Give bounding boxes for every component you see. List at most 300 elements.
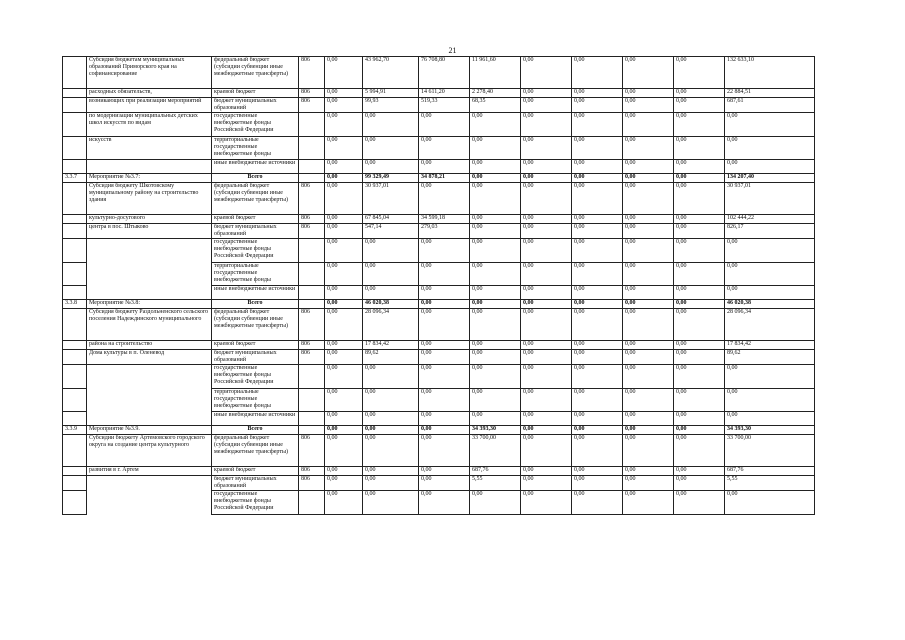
measure-name-cell xyxy=(87,412,212,426)
amount-cell: 0,00 xyxy=(470,263,521,286)
amount-cell: 0,00 xyxy=(572,113,623,137)
table-row xyxy=(63,309,815,341)
amount-cell: 0,00 xyxy=(363,137,419,160)
amount-cell: 0,00 xyxy=(325,160,363,174)
funding-source-cell: государственные внебюджетные фонды Российской Федерации xyxy=(212,491,299,515)
table-row xyxy=(63,215,815,224)
grbs-code-cell: 806 xyxy=(299,224,325,239)
amount-cell: 76 708,80 xyxy=(419,57,470,89)
funding-source-cell: федеральный бюджет (субсидии субвенции иные межбюджетные трансферты) xyxy=(212,435,299,467)
amount-cell: 0,00 xyxy=(521,435,572,467)
table-row xyxy=(63,350,815,365)
amount-cell: 0,00 xyxy=(674,476,725,491)
measure-name-cell xyxy=(87,239,212,263)
amount-cell: 0,00 xyxy=(325,300,363,309)
amount-cell: 0,00 xyxy=(572,263,623,286)
amount-cell: 0,00 xyxy=(363,239,419,263)
amount-cell: 5,55 xyxy=(725,476,815,491)
grbs-code-cell xyxy=(299,286,325,300)
amount-cell: 0,00 xyxy=(470,412,521,426)
amount-cell: 0,00 xyxy=(521,350,572,365)
row-number-cell xyxy=(63,98,87,113)
amount-cell: 0,00 xyxy=(572,341,623,350)
measure-name-cell: расходных обязательств, xyxy=(87,89,212,98)
row-number-cell xyxy=(63,476,87,491)
amount-cell: 0,00 xyxy=(572,215,623,224)
amount-cell: 0,00 xyxy=(470,286,521,300)
amount-cell: 0,00 xyxy=(674,98,725,113)
amount-cell: 0,00 xyxy=(623,57,674,89)
amount-cell: 0,00 xyxy=(325,263,363,286)
amount-cell: 0,00 xyxy=(521,467,572,476)
amount-cell: 687,61 xyxy=(725,98,815,113)
measure-name-cell xyxy=(87,263,212,286)
amount-cell: 0,00 xyxy=(363,491,419,515)
table-row xyxy=(63,389,815,412)
amount-cell: 519,33 xyxy=(419,98,470,113)
amount-cell: 0,00 xyxy=(521,224,572,239)
amount-cell: 0,00 xyxy=(419,286,470,300)
amount-cell: 0,00 xyxy=(470,160,521,174)
amount-cell: 0,00 xyxy=(419,309,470,341)
amount-cell: 0,00 xyxy=(572,183,623,215)
amount-cell: 0,00 xyxy=(419,426,470,435)
amount-cell: 43 962,70 xyxy=(363,57,419,89)
amount-cell: 0,00 xyxy=(325,467,363,476)
amount-cell: 0,00 xyxy=(419,365,470,389)
amount-cell: 0,00 xyxy=(623,412,674,426)
amount-cell: 0,00 xyxy=(363,426,419,435)
amount-cell: 0,00 xyxy=(623,426,674,435)
amount-cell: 0,00 xyxy=(325,389,363,412)
grbs-code-cell xyxy=(299,365,325,389)
measure-name-cell: Мероприятие №3.7: xyxy=(87,174,212,183)
amount-cell: 46 020,38 xyxy=(725,300,815,309)
amount-cell: 0,00 xyxy=(470,215,521,224)
amount-cell: 0,00 xyxy=(325,341,363,350)
amount-cell: 0,00 xyxy=(521,491,572,515)
amount-cell: 134 207,40 xyxy=(725,174,815,183)
amount-cell: 0,00 xyxy=(623,435,674,467)
grbs-code-cell xyxy=(299,137,325,160)
funding-source-cell: территориальные государственные внебюджетные фонды xyxy=(212,263,299,286)
amount-cell: 0,00 xyxy=(521,412,572,426)
amount-cell: 0,00 xyxy=(363,160,419,174)
table-row xyxy=(63,412,815,426)
amount-cell: 0,00 xyxy=(674,137,725,160)
amount-cell: 0,00 xyxy=(363,389,419,412)
amount-cell: 0,00 xyxy=(674,435,725,467)
grbs-code-cell: 806 xyxy=(299,215,325,224)
table-row xyxy=(63,263,815,286)
amount-cell: 0,00 xyxy=(572,350,623,365)
amount-cell: 0,00 xyxy=(674,350,725,365)
funding-source-cell: краевой бюджет xyxy=(212,215,299,224)
row-number-cell xyxy=(63,350,87,365)
amount-cell: 0,00 xyxy=(572,98,623,113)
amount-cell: 0,00 xyxy=(419,263,470,286)
amount-cell: 0,00 xyxy=(325,137,363,160)
table-row xyxy=(63,183,815,215)
amount-cell: 11 961,60 xyxy=(470,57,521,89)
amount-cell: 0,00 xyxy=(623,476,674,491)
grbs-code-cell: 806 xyxy=(299,476,325,491)
row-number-cell xyxy=(63,491,87,515)
table-row xyxy=(63,174,815,183)
table-row xyxy=(63,57,815,89)
grbs-code-cell: 806 xyxy=(299,183,325,215)
table-row xyxy=(63,224,815,239)
row-number-cell xyxy=(63,286,87,300)
amount-cell: 0,00 xyxy=(674,160,725,174)
row-number-cell: 3.3.9 xyxy=(63,426,87,435)
amount-cell: 0,00 xyxy=(674,286,725,300)
amount-cell: 0,00 xyxy=(572,309,623,341)
measure-name-cell xyxy=(87,491,212,515)
grbs-code-cell: 806 xyxy=(299,57,325,89)
row-number-cell xyxy=(63,365,87,389)
budget-table xyxy=(62,56,815,515)
amount-cell: 0,00 xyxy=(325,412,363,426)
amount-cell: 0,00 xyxy=(674,89,725,98)
amount-cell: 0,00 xyxy=(623,137,674,160)
amount-cell: 0,00 xyxy=(363,435,419,467)
measure-name-cell: Субсидия бюджету Раздольненского сельского поселения Надеждинского муниципального xyxy=(87,309,212,341)
row-number-cell xyxy=(63,57,87,89)
table-row xyxy=(63,300,815,309)
amount-cell: 0,00 xyxy=(572,174,623,183)
amount-cell: 34 878,21 xyxy=(419,174,470,183)
measure-name-cell: Субсидия бюджету Шкотовскому муниципальному району на строительство здания xyxy=(87,183,212,215)
amount-cell: 28 096,34 xyxy=(363,309,419,341)
row-number-cell xyxy=(63,183,87,215)
measure-name-cell: по модернизации муниципальных детских школ искусств по видам xyxy=(87,113,212,137)
table-row xyxy=(63,426,815,435)
funding-source-cell: Всего xyxy=(212,426,299,435)
amount-cell: 0,00 xyxy=(325,435,363,467)
amount-cell: 0,00 xyxy=(470,174,521,183)
amount-cell: 0,00 xyxy=(725,263,815,286)
amount-cell: 0,00 xyxy=(521,137,572,160)
amount-cell: 0,00 xyxy=(521,183,572,215)
table-body xyxy=(63,57,815,515)
amount-cell: 0,00 xyxy=(674,174,725,183)
amount-cell: 0,00 xyxy=(572,365,623,389)
funding-source-cell: бюджет муниципальных образований xyxy=(212,224,299,239)
table-row xyxy=(63,113,815,137)
measure-name-cell: центра в пос. Штыково xyxy=(87,224,212,239)
amount-cell: 0,00 xyxy=(521,160,572,174)
amount-cell: 0,00 xyxy=(674,224,725,239)
funding-source-cell: федеральный бюджет (субсидии субвенции иные межбюджетные трансферты) xyxy=(212,309,299,341)
amount-cell: 2 278,40 xyxy=(470,89,521,98)
amount-cell: 0,00 xyxy=(725,389,815,412)
amount-cell: 0,00 xyxy=(325,113,363,137)
funding-source-cell: Всего xyxy=(212,174,299,183)
row-number-cell xyxy=(63,224,87,239)
amount-cell: 0,00 xyxy=(325,239,363,263)
amount-cell: 34 393,30 xyxy=(725,426,815,435)
row-number-cell xyxy=(63,341,87,350)
amount-cell: 0,00 xyxy=(521,113,572,137)
amount-cell: 0,00 xyxy=(419,300,470,309)
funding-source-cell: государственные внебюджетные фонды Российской Федерации xyxy=(212,239,299,263)
amount-cell: 0,00 xyxy=(623,286,674,300)
amount-cell: 0,00 xyxy=(674,309,725,341)
amount-cell: 0,00 xyxy=(725,365,815,389)
amount-cell: 0,00 xyxy=(623,174,674,183)
grbs-code-cell xyxy=(299,389,325,412)
table-row xyxy=(63,476,815,491)
grbs-code-cell: 806 xyxy=(299,350,325,365)
amount-cell: 0,00 xyxy=(521,300,572,309)
amount-cell: 30 937,01 xyxy=(363,183,419,215)
amount-cell: 0,00 xyxy=(419,113,470,137)
amount-cell: 0,00 xyxy=(470,183,521,215)
amount-cell: 0,00 xyxy=(674,183,725,215)
amount-cell: 0,00 xyxy=(325,365,363,389)
grbs-code-cell xyxy=(299,300,325,309)
row-number-cell xyxy=(63,467,87,476)
amount-cell: 0,00 xyxy=(623,98,674,113)
amount-cell: 0,00 xyxy=(623,300,674,309)
amount-cell: 30 937,01 xyxy=(725,183,815,215)
amount-cell: 0,00 xyxy=(725,137,815,160)
amount-cell: 0,00 xyxy=(725,160,815,174)
amount-cell: 0,00 xyxy=(725,412,815,426)
amount-cell: 0,00 xyxy=(623,183,674,215)
amount-cell: 89,62 xyxy=(363,350,419,365)
grbs-code-cell: 806 xyxy=(299,89,325,98)
amount-cell: 0,00 xyxy=(419,467,470,476)
amount-cell: 0,00 xyxy=(521,263,572,286)
grbs-code-cell xyxy=(299,491,325,515)
amount-cell: 0,00 xyxy=(674,389,725,412)
table-row xyxy=(63,239,815,263)
amount-cell: 0,00 xyxy=(623,341,674,350)
amount-cell: 0,00 xyxy=(572,286,623,300)
amount-cell: 0,00 xyxy=(674,341,725,350)
amount-cell: 0,00 xyxy=(572,137,623,160)
measure-name-cell: района на строительство xyxy=(87,341,212,350)
amount-cell: 0,00 xyxy=(572,89,623,98)
grbs-code-cell xyxy=(299,412,325,426)
measure-name-cell: Субсидии бюджету Артемовского городского округа на создание центра культурного xyxy=(87,435,212,467)
amount-cell: 0,00 xyxy=(521,341,572,350)
amount-cell: 0,00 xyxy=(521,89,572,98)
amount-cell: 0,00 xyxy=(363,476,419,491)
amount-cell: 0,00 xyxy=(572,300,623,309)
funding-source-cell: иные внебюджетные источники xyxy=(212,160,299,174)
funding-source-cell: государственные внебюджетные фонды Российской Федерации xyxy=(212,113,299,137)
amount-cell: 0,00 xyxy=(725,239,815,263)
amount-cell: 67 845,04 xyxy=(363,215,419,224)
table-row xyxy=(63,89,815,98)
table-row xyxy=(63,98,815,113)
row-number-cell xyxy=(63,137,87,160)
amount-cell: 0,00 xyxy=(470,341,521,350)
amount-cell: 0,00 xyxy=(419,389,470,412)
amount-cell: 46 020,38 xyxy=(363,300,419,309)
page-number: 21 xyxy=(448,46,457,55)
measure-name-cell: возникающих при реализации мероприятий xyxy=(87,98,212,113)
amount-cell: 0,00 xyxy=(623,89,674,98)
amount-cell: 0,00 xyxy=(521,174,572,183)
amount-cell: 0,00 xyxy=(572,160,623,174)
measure-name-cell: развития в г. Артем xyxy=(87,467,212,476)
measure-name-cell xyxy=(87,160,212,174)
amount-cell: 0,00 xyxy=(325,350,363,365)
amount-cell: 0,00 xyxy=(623,224,674,239)
amount-cell: 0,00 xyxy=(419,491,470,515)
grbs-code-cell: 806 xyxy=(299,98,325,113)
amount-cell: 0,00 xyxy=(674,467,725,476)
amount-cell: 0,00 xyxy=(674,300,725,309)
funding-source-cell: краевой бюджет xyxy=(212,467,299,476)
amount-cell: 0,00 xyxy=(674,57,725,89)
amount-cell: 0,00 xyxy=(674,113,725,137)
amount-cell: 102 444,22 xyxy=(725,215,815,224)
amount-cell: 0,00 xyxy=(470,365,521,389)
amount-cell: 0,00 xyxy=(470,224,521,239)
amount-cell: 0,00 xyxy=(623,491,674,515)
amount-cell: 0,00 xyxy=(623,263,674,286)
amount-cell: 0,00 xyxy=(572,239,623,263)
funding-source-cell: территориальные государственные внебюджетные фонды xyxy=(212,137,299,160)
amount-cell: 0,00 xyxy=(572,224,623,239)
grbs-code-cell xyxy=(299,160,325,174)
amount-cell: 99,93 xyxy=(363,98,419,113)
grbs-code-cell xyxy=(299,174,325,183)
table-row xyxy=(63,491,815,515)
amount-cell: 0,00 xyxy=(363,113,419,137)
amount-cell: 0,00 xyxy=(521,389,572,412)
row-number-cell xyxy=(63,89,87,98)
amount-cell: 0,00 xyxy=(623,309,674,341)
amount-cell: 0,00 xyxy=(325,174,363,183)
row-number-cell xyxy=(63,215,87,224)
amount-cell: 0,00 xyxy=(470,113,521,137)
amount-cell: 0,00 xyxy=(419,435,470,467)
funding-source-cell: Всего xyxy=(212,300,299,309)
amount-cell: 0,00 xyxy=(470,389,521,412)
amount-cell: 0,00 xyxy=(325,183,363,215)
funding-source-cell: краевой бюджет xyxy=(212,341,299,350)
measure-name-cell xyxy=(87,389,212,412)
amount-cell: 0,00 xyxy=(572,435,623,467)
measure-name-cell xyxy=(87,365,212,389)
funding-source-cell: иные внебюджетные источники xyxy=(212,412,299,426)
amount-cell: 547,14 xyxy=(363,224,419,239)
amount-cell: 0,00 xyxy=(419,476,470,491)
amount-cell: 0,00 xyxy=(325,89,363,98)
amount-cell: 17 834,42 xyxy=(725,341,815,350)
grbs-code-cell: 806 xyxy=(299,309,325,341)
amount-cell: 0,00 xyxy=(325,98,363,113)
amount-cell: 0,00 xyxy=(521,309,572,341)
amount-cell: 826,17 xyxy=(725,224,815,239)
measure-name-cell: Мероприятие №3.9. xyxy=(87,426,212,435)
table-row xyxy=(63,160,815,174)
row-number-cell xyxy=(63,239,87,263)
amount-cell: 0,00 xyxy=(674,412,725,426)
amount-cell: 89,62 xyxy=(725,350,815,365)
amount-cell: 0,00 xyxy=(521,476,572,491)
amount-cell: 0,00 xyxy=(470,491,521,515)
amount-cell: 33 700,00 xyxy=(470,435,521,467)
amount-cell: 0,00 xyxy=(674,365,725,389)
funding-source-cell: федеральный бюджет (субсидии субвенции иные межбюджетные трансферты) xyxy=(212,183,299,215)
measure-name-cell: Субсидия бюджетам муниципальных образований Приморского края на софинансирование xyxy=(87,57,212,89)
amount-cell: 0,00 xyxy=(725,286,815,300)
funding-source-cell: бюджет муниципальных образований xyxy=(212,476,299,491)
amount-cell: 0,00 xyxy=(674,491,725,515)
row-number-cell: 3.3.7 xyxy=(63,174,87,183)
amount-cell: 0,00 xyxy=(623,389,674,412)
amount-cell: 0,00 xyxy=(325,476,363,491)
amount-cell: 0,00 xyxy=(363,412,419,426)
amount-cell: 0,00 xyxy=(674,426,725,435)
grbs-code-cell: 806 xyxy=(299,341,325,350)
amount-cell: 0,00 xyxy=(623,350,674,365)
amount-cell: 0,00 xyxy=(623,215,674,224)
amount-cell: 99 329,49 xyxy=(363,174,419,183)
amount-cell: 0,00 xyxy=(572,467,623,476)
amount-cell: 5 994,91 xyxy=(363,89,419,98)
amount-cell: 132 633,10 xyxy=(725,57,815,89)
amount-cell: 0,00 xyxy=(363,286,419,300)
grbs-code-cell xyxy=(299,426,325,435)
amount-cell: 0,00 xyxy=(521,426,572,435)
amount-cell: 0,00 xyxy=(325,426,363,435)
amount-cell: 0,00 xyxy=(419,137,470,160)
amount-cell: 0,00 xyxy=(521,286,572,300)
amount-cell: 0,00 xyxy=(725,491,815,515)
grbs-code-cell xyxy=(299,263,325,286)
measure-name-cell: культурно-досугового xyxy=(87,215,212,224)
row-number-cell xyxy=(63,412,87,426)
measure-name-cell xyxy=(87,286,212,300)
measure-name-cell: Мероприятие №3.8: xyxy=(87,300,212,309)
amount-cell: 0,00 xyxy=(419,412,470,426)
funding-source-cell: федеральный бюджет (субсидии субвенции иные межбюджетные трансферты) xyxy=(212,57,299,89)
amount-cell: 0,00 xyxy=(521,57,572,89)
amount-cell: 0,00 xyxy=(363,263,419,286)
amount-cell: 34 393,30 xyxy=(470,426,521,435)
row-number-cell xyxy=(63,113,87,137)
amount-cell: 0,00 xyxy=(521,365,572,389)
row-number-cell xyxy=(63,160,87,174)
row-number-cell xyxy=(63,309,87,341)
table-row xyxy=(63,467,815,476)
table-row xyxy=(63,137,815,160)
table-row xyxy=(63,365,815,389)
amount-cell: 68,35 xyxy=(470,98,521,113)
table-row xyxy=(63,341,815,350)
amount-cell: 0,00 xyxy=(419,341,470,350)
amount-cell: 0,00 xyxy=(521,215,572,224)
amount-cell: 0,00 xyxy=(363,467,419,476)
grbs-code-cell: 806 xyxy=(299,435,325,467)
amount-cell: 0,00 xyxy=(674,263,725,286)
funding-source-cell: территориальные государственные внебюджетные фонды xyxy=(212,389,299,412)
amount-cell: 0,00 xyxy=(623,365,674,389)
amount-cell: 0,00 xyxy=(325,215,363,224)
amount-cell: 0,00 xyxy=(623,467,674,476)
amount-cell: 0,00 xyxy=(572,57,623,89)
amount-cell: 0,00 xyxy=(521,98,572,113)
amount-cell: 0,00 xyxy=(419,239,470,263)
